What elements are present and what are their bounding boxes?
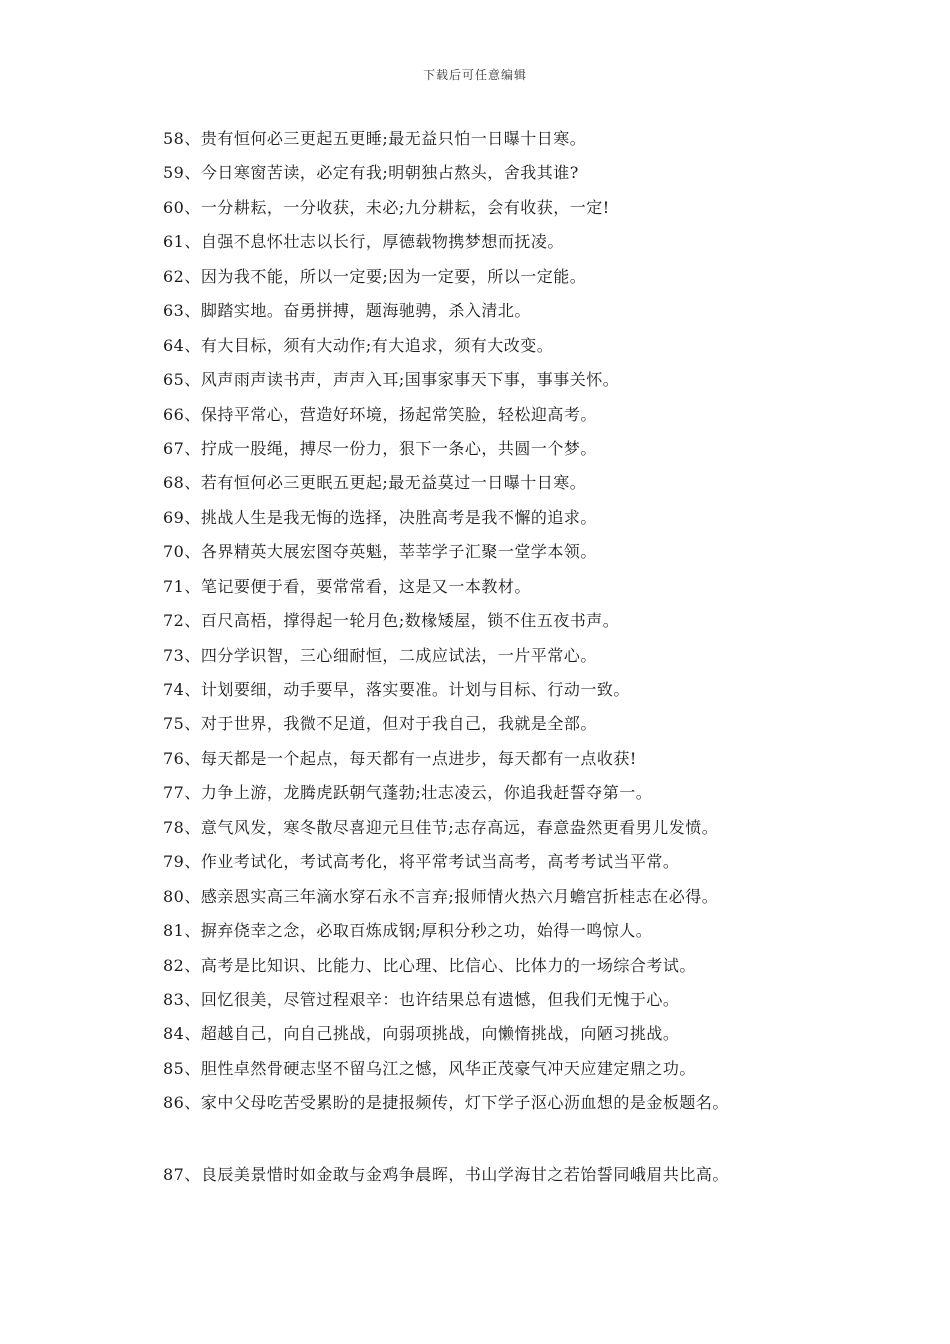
page-header: 下载后可任意编辑 [422,68,527,82]
quote-line: 82、高考是比知识、比能力、比心理、比信心、比体力的一场综合考试。 [163,955,696,975]
quote-line: 79、作业考试化，考试高考化，将平常考试当高考，高考考试当平常。 [163,852,680,872]
quote-line: 68、若有恒何必三更眠五更起;最无益莫过一日曝十日寒。 [163,473,587,493]
quote-line: 63、脚踏实地。奋勇拼搏，题海驰骋，杀入清北。 [163,301,531,321]
quote-line: 67、拧成一股绳，搏尽一份力，狠下一条心，共圆一个梦。 [163,438,597,458]
quote-line: 75、对于世界，我微不足道，但对于我自己，我就是全部。 [163,714,597,734]
quote-line-last: 87、良辰美景惜时如金敢与金鸡争晨晖，书山学海甘之若饴誓同峨眉共比高。 [163,1165,729,1184]
quote-line: 69、挑战人生是我无悔的选择，决胜高考是我不懈的追求。 [163,507,597,527]
quote-line: 66、保持平常心，营造好环境，扬起常笑脸，轻松迎高考。 [163,404,597,424]
quote-line: 60、一分耕耘，一分收获，未必;九分耕耘，会有收获，一定! [163,197,610,217]
quote-line: 59、今日寒窗苦读，必定有我;明朝独占熬头，舍我其谁? [163,163,579,183]
quote-line: 81、摒弃侥幸之念，必取百炼成钢;厚积分秒之功，始得一鸣惊人。 [163,921,653,941]
quote-line: 72、百尺高梧，撑得起一轮月色;数椽矮屋，锁不住五夜书声。 [163,611,620,631]
quote-line: 64、有大目标，须有大动作;有大追求，须有大改变。 [163,335,554,355]
quote-line: 83、回忆很美，尽管过程艰辛：也许结果总有遗憾，但我们无愧于心。 [163,989,680,1009]
quote-list [163,122,933,1121]
quote-line: 61、自强不息怀壮志以长行，厚德载物携梦想而抚凌。 [163,232,564,252]
quote-line: 71、笔记要便于看，要常常看，这是又一本教材。 [163,576,531,596]
quote-line: 62、因为我不能，所以一定要;因为一定要，所以一定能。 [163,266,587,286]
quote-line: 86、家中父母吃苦受累盼的是捷报频传，灯下学子沤心沥血想的是金板题名。 [163,1093,729,1113]
quote-line: 84、超越自己，向自己挑战，向弱项挑战，向懒惰挑战，向陋习挑战。 [163,1024,680,1044]
quote-line: 73、四分学识智，三心细耐恒，二成应试法，一片平常心。 [163,645,597,665]
quote-line: 58、贵有恒何必三更起五更睡;最无益只怕一日曝十日寒。 [163,129,587,148]
quote-line: 74、计划要细，动手要早，落实要准。计划与目标、行动一致。 [163,680,630,699]
quote-line: 76、每天都是一个起点，每天都有一点进步，每天都有一点收获! [163,748,637,768]
quote-line: 78、意气风发，寒冬散尽喜迎元旦佳节;志存高远，春意盎然更看男儿发愤。 [163,817,719,837]
quote-line: 70、各界精英大展宏图夺英魁，莘莘学子汇聚一堂学本领。 [163,542,597,562]
quote-line: 80、感亲恩实高三年滴水穿石永不言弃;报师情火热六月蟾宫折桂志在必得。 [163,886,719,906]
quote-line: 85、胆性卓然骨硬志坚不留乌江之憾，风华正茂豪气冲天应建定鼎之功。 [163,1058,696,1078]
quote-line: 77、力争上游，龙腾虎跃朝气蓬勃;壮志凌云，你追我赶誓夺第一。 [163,783,653,803]
quote-line: 65、风声雨声读书声，声声入耳;国事家事天下事，事事关怀。 [163,370,620,390]
